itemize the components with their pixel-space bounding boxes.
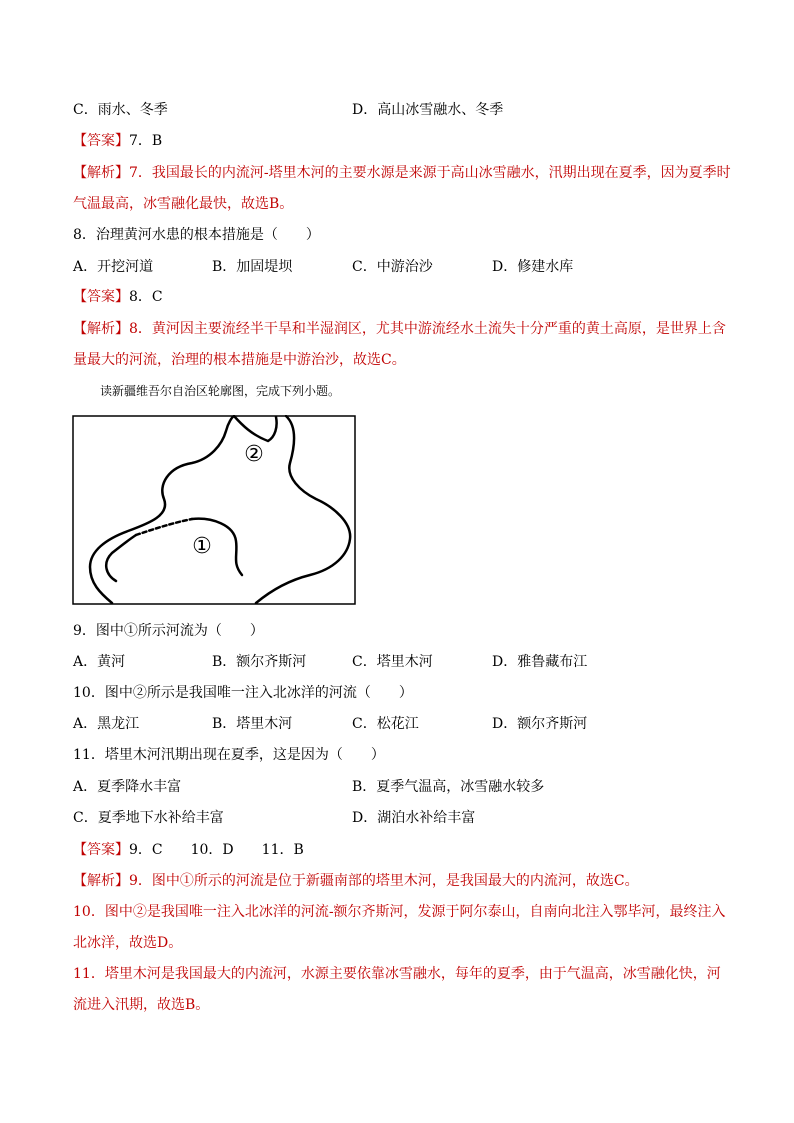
analysis-text-line1: 7．我国最长的内流河-塔里木河的主要水源是来源于高山冰雪融水，汛期出现在夏季，因为夏季时 <box>129 165 731 181</box>
answer-text: 9．C 10．D 11．B <box>129 842 304 858</box>
answer-text: 7．B <box>129 133 163 149</box>
q11-option-c: C．夏季地下水补给丰富 <box>73 810 224 826</box>
q10-analysis-line2: 北冰洋，故选D。 <box>73 935 183 951</box>
q10-option-d: D．额尔齐斯河 <box>492 716 588 732</box>
q10-option-c: C．松花江 <box>352 716 419 732</box>
q8-option-c: C．中游治沙 <box>352 259 433 275</box>
map-label-1: ① <box>192 534 212 559</box>
q9-option-a: A．黄河 <box>73 654 126 670</box>
q7-analysis <box>73 163 731 183</box>
map-intro: 读新疆维吾尔自治区轮廓图，完成下列小题。 <box>100 384 341 398</box>
analysis-tag: 【解析】 <box>73 873 129 889</box>
q11-stem: 11．塔里木河汛期出现在夏季，这是因为（ ） <box>73 747 385 763</box>
q9-stem: 9．图中①所示河流为（ ） <box>73 623 264 639</box>
answer-tag: 【答案】 <box>73 842 129 858</box>
q8-option-a: A．开挖河道 <box>73 259 154 275</box>
q11-option-d: D．湖泊水补给丰富 <box>352 810 476 826</box>
q9-option-d: D．雅鲁藏布江 <box>492 654 588 670</box>
map-frame <box>73 416 355 604</box>
q8-option-d: D．修建水库 <box>492 259 574 275</box>
answer-text: 8．C <box>129 289 163 305</box>
xinjiang-outline-map <box>72 415 356 605</box>
q8-option-b: B．加固堤坝 <box>212 259 293 275</box>
q6-option-c: C．雨水、冬季 <box>73 102 168 118</box>
q10-option-b: B．塔里木河 <box>212 716 293 732</box>
q7-analysis-line2: 气温最高，冰雪融化最快，故选B。 <box>73 196 294 212</box>
analysis-text-line1: 8．黄河因主要流经半干旱和半湿润区，尤其中游流经水土流失十分严重的黄土高原，是世界上含 <box>129 321 726 337</box>
analysis-text: 9．图中①所示的河流是位于新疆南部的塔里木河，是我国最大的内流河，故选C。 <box>129 873 639 889</box>
q8-answer <box>73 287 163 307</box>
q9-option-b: B．额尔齐斯河 <box>212 654 307 670</box>
q11-option-b: B．夏季气温高，冰雪融水较多 <box>352 779 545 795</box>
analysis-tag: 【解析】 <box>73 165 129 181</box>
map-label-2: ② <box>244 442 264 467</box>
q9-analysis <box>73 871 639 891</box>
q8-analysis-line2: 量最大的河流，治理的根本措施是中游治沙，故选C。 <box>73 352 406 368</box>
q11-analysis-line2: 流进入汛期，故选B。 <box>73 997 210 1013</box>
q8-stem: 8．治理黄河水患的根本措施是（ ） <box>73 227 320 243</box>
q7-answer <box>73 131 162 151</box>
q10-analysis-line1: 10．图中②是我国唯一注入北冰洋的河流-额尔齐斯河，发源于阿尔泰山，自南向北注入鄂毕河，最终注入 <box>73 904 726 920</box>
q10-option-a: A．黑龙江 <box>73 716 140 732</box>
q9-option-c: C．塔里木河 <box>352 654 433 670</box>
q10-stem: 10．图中②所示是我国唯一注入北冰洋的河流（ ） <box>73 685 413 701</box>
q11-option-a: A．夏季降水丰富 <box>73 779 182 795</box>
analysis-tag: 【解析】 <box>73 321 129 337</box>
q8-analysis <box>73 319 726 339</box>
q6-option-d: D．高山冰雪融水、冬季 <box>352 102 504 118</box>
q11-analysis-line1: 11．塔里木河是我国最大的内流河，水源主要依靠冰雪融水，每年的夏季，由于气温高，冰雪融化快，河 <box>73 966 721 982</box>
answer-tag: 【答案】 <box>73 289 129 305</box>
answer-tag: 【答案】 <box>73 133 129 149</box>
q9-11-answer <box>73 840 304 860</box>
